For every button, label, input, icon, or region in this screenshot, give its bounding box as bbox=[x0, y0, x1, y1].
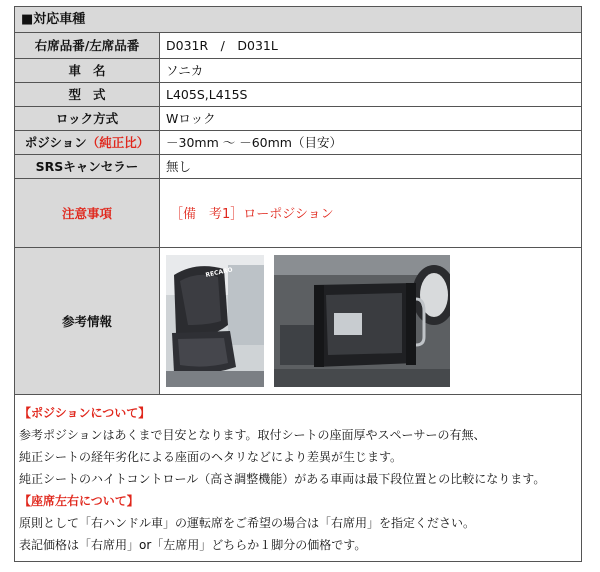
reference-label: 参考情報 bbox=[15, 247, 160, 394]
spec-sheet bbox=[14, 6, 582, 562]
part-number-label: 右席品番/左席品番 bbox=[15, 33, 160, 58]
car-name-label: 車名 bbox=[15, 58, 160, 82]
car-name-value: ソニカ bbox=[160, 58, 582, 82]
lock-value: Wロック bbox=[160, 106, 582, 130]
row-position bbox=[15, 130, 581, 154]
caution-value: ［備 考1］ローポジション bbox=[160, 178, 582, 247]
model-value: L405S,L415S bbox=[160, 82, 582, 106]
row-srs bbox=[15, 154, 581, 178]
row-car-name bbox=[15, 58, 581, 82]
row-part-number bbox=[15, 33, 581, 58]
srs-label: SRSキャンセラー bbox=[15, 154, 160, 178]
lock-label: ロック方式 bbox=[15, 106, 160, 130]
notes-section bbox=[15, 402, 581, 556]
section-title: ■対応車種 bbox=[15, 7, 581, 33]
srs-value: 無し bbox=[160, 154, 582, 178]
row-model bbox=[15, 82, 581, 106]
position-note-line: 純正シートの経年劣化による座面のヘタリなどにより差異が生じます。 bbox=[19, 450, 403, 464]
position-notes-heading: 【ポジションについて】 bbox=[19, 406, 151, 420]
caution-label: 注意事項 bbox=[15, 178, 160, 247]
row-reference bbox=[15, 247, 581, 394]
position-note-line: 参考ポジションはあくまで目安となります。取付シートの座面厚やスペーサーの有無、 bbox=[19, 428, 486, 442]
spec-table bbox=[15, 33, 581, 395]
seat-photo bbox=[166, 255, 264, 387]
part-number-value: D031R / D031L bbox=[160, 33, 582, 58]
reference-photos bbox=[160, 247, 582, 394]
seat-rail-photo bbox=[274, 255, 450, 387]
seat-brand-logo: RECARO bbox=[204, 265, 234, 279]
side-note-line: 表記価格は「右席用」or「左席用」どちらか１脚分の価格です。 bbox=[19, 538, 367, 552]
position-label-main: ポジション bbox=[24, 135, 87, 150]
row-lock bbox=[15, 106, 581, 130]
position-label-paren: （純正比） bbox=[86, 135, 150, 150]
row-caution bbox=[15, 178, 581, 247]
position-note-line: 純正シートのハイトコントロール（高さ調整機能）がある車両は最下段位置との比較になります。 bbox=[19, 472, 546, 486]
side-notes-heading: 【座席左右について】 bbox=[19, 494, 139, 508]
position-value: －30mm 〜 －60mm（目安） bbox=[160, 130, 582, 154]
model-label: 型式 bbox=[15, 82, 160, 106]
side-note-line: 原則として「右ハンドル車」の運転席をご希望の場合は「右席用」を指定ください。 bbox=[19, 516, 476, 530]
position-label bbox=[15, 130, 160, 154]
